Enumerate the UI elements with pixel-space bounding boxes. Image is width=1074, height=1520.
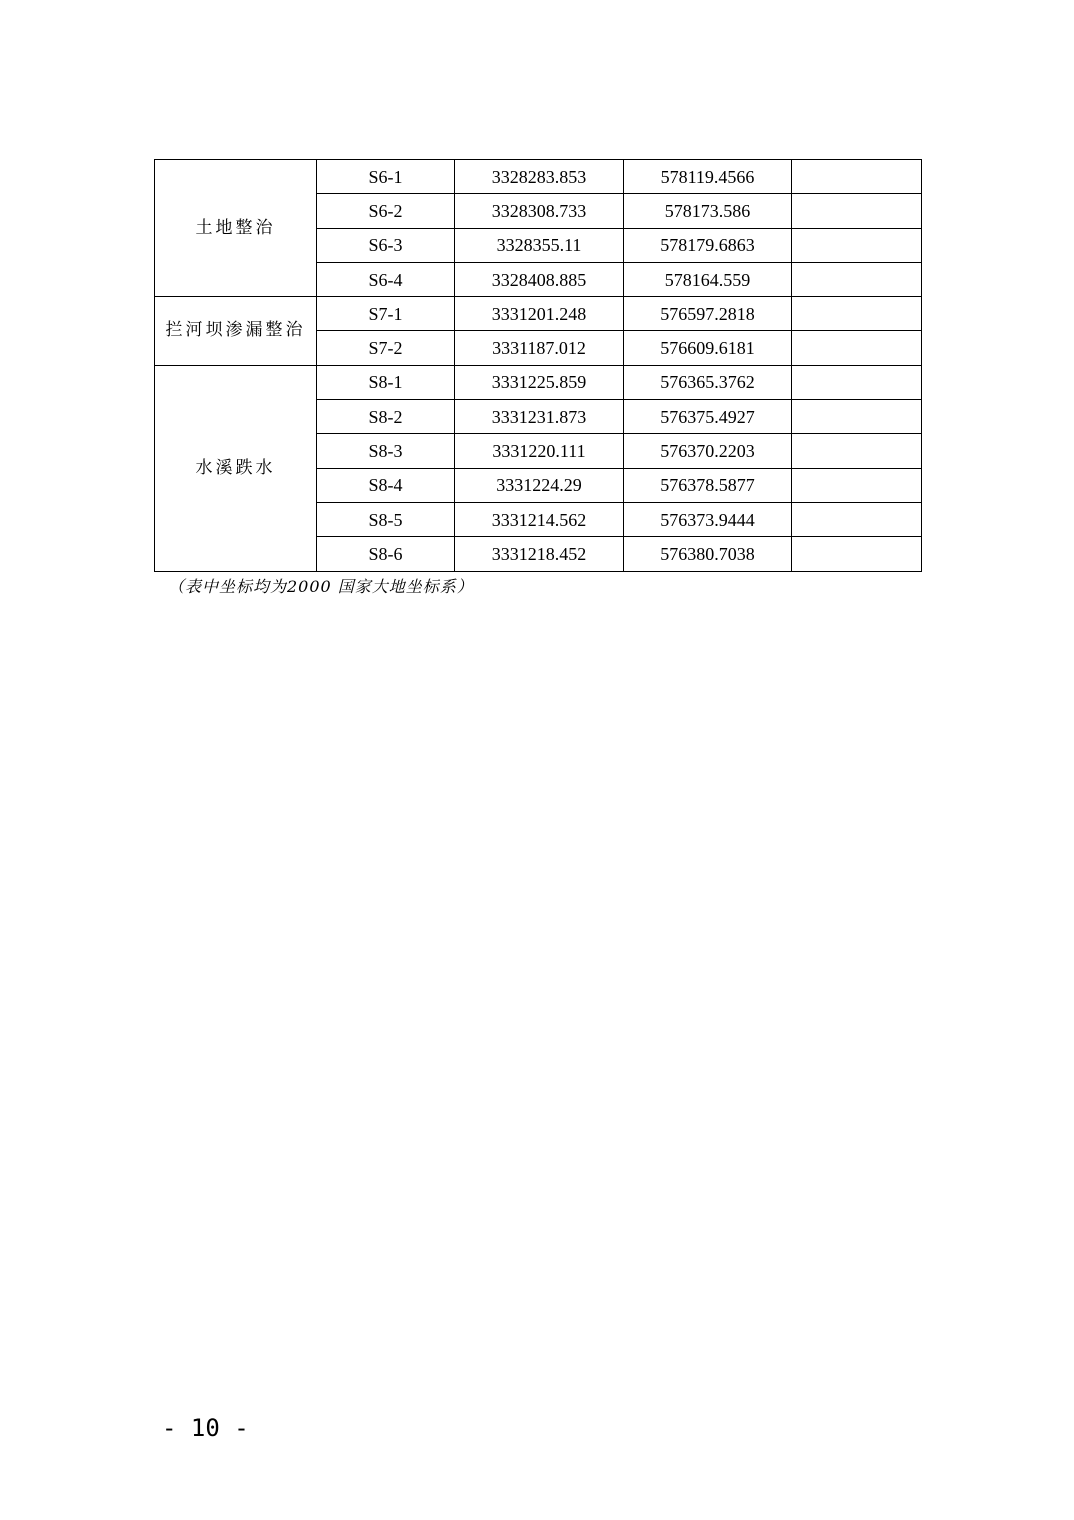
x-coordinate-cell: 3331225.859 xyxy=(455,365,624,399)
x-coordinate-cell: 3331231.873 xyxy=(455,400,624,434)
point-id-cell: S6-3 xyxy=(317,228,455,262)
note-cell xyxy=(792,502,922,536)
point-id-cell: S6-1 xyxy=(317,160,455,194)
group-name-cell: 水溪跌水 xyxy=(155,365,317,571)
note-cell xyxy=(792,365,922,399)
note-cell xyxy=(792,262,922,296)
note-cell xyxy=(792,297,922,331)
y-coordinate-cell: 576370.2203 xyxy=(624,434,792,468)
y-coordinate-cell: 578173.586 xyxy=(624,194,792,228)
point-id-cell: S8-1 xyxy=(317,365,455,399)
y-coordinate-cell: 576609.6181 xyxy=(624,331,792,365)
y-coordinate-cell: 576365.3762 xyxy=(624,365,792,399)
x-coordinate-cell: 3328355.11 xyxy=(455,228,624,262)
note-cell xyxy=(792,400,922,434)
y-coordinate-cell: 576597.2818 xyxy=(624,297,792,331)
point-id-cell: S8-4 xyxy=(317,468,455,502)
note-cell xyxy=(792,160,922,194)
point-id-cell: S7-1 xyxy=(317,297,455,331)
x-coordinate-cell: 3331214.562 xyxy=(455,502,624,536)
y-coordinate-cell: 576380.7038 xyxy=(624,537,792,571)
table-row xyxy=(155,160,922,194)
note-cell xyxy=(792,194,922,228)
table-row xyxy=(155,297,922,331)
coordinate-table xyxy=(154,159,922,572)
x-coordinate-cell: 3331187.012 xyxy=(455,331,624,365)
page-number: - 10 - xyxy=(162,1414,249,1442)
y-coordinate-cell: 578179.6863 xyxy=(624,228,792,262)
note-cell xyxy=(792,228,922,262)
point-id-cell: S6-4 xyxy=(317,262,455,296)
x-coordinate-cell: 3331224.29 xyxy=(455,468,624,502)
point-id-cell: S6-2 xyxy=(317,194,455,228)
x-coordinate-cell: 3331201.248 xyxy=(455,297,624,331)
x-coordinate-cell: 3331218.452 xyxy=(455,537,624,571)
point-id-cell: S7-2 xyxy=(317,331,455,365)
point-id-cell: S8-2 xyxy=(317,400,455,434)
group-name-cell: 拦河坝渗漏整治 xyxy=(155,297,317,366)
point-id-cell: S8-3 xyxy=(317,434,455,468)
note-cell xyxy=(792,434,922,468)
table-row xyxy=(155,365,922,399)
note-cell xyxy=(792,331,922,365)
point-id-cell: S8-5 xyxy=(317,502,455,536)
x-coordinate-cell: 3328283.853 xyxy=(455,160,624,194)
y-coordinate-cell: 576373.9444 xyxy=(624,502,792,536)
y-coordinate-cell: 578164.559 xyxy=(624,262,792,296)
group-name-cell: 土地整治 xyxy=(155,160,317,297)
x-coordinate-cell: 3328308.733 xyxy=(455,194,624,228)
x-coordinate-cell: 3328408.885 xyxy=(455,262,624,296)
note-cell xyxy=(792,468,922,502)
note-cell xyxy=(792,537,922,571)
y-coordinate-cell: 576378.5877 xyxy=(624,468,792,502)
y-coordinate-cell: 578119.4566 xyxy=(624,160,792,194)
point-id-cell: S8-6 xyxy=(317,537,455,571)
y-coordinate-cell: 576375.4927 xyxy=(624,400,792,434)
x-coordinate-cell: 3331220.111 xyxy=(455,434,624,468)
table-footnote: （表中坐标均为2000 国家大地坐标系） xyxy=(168,577,474,596)
